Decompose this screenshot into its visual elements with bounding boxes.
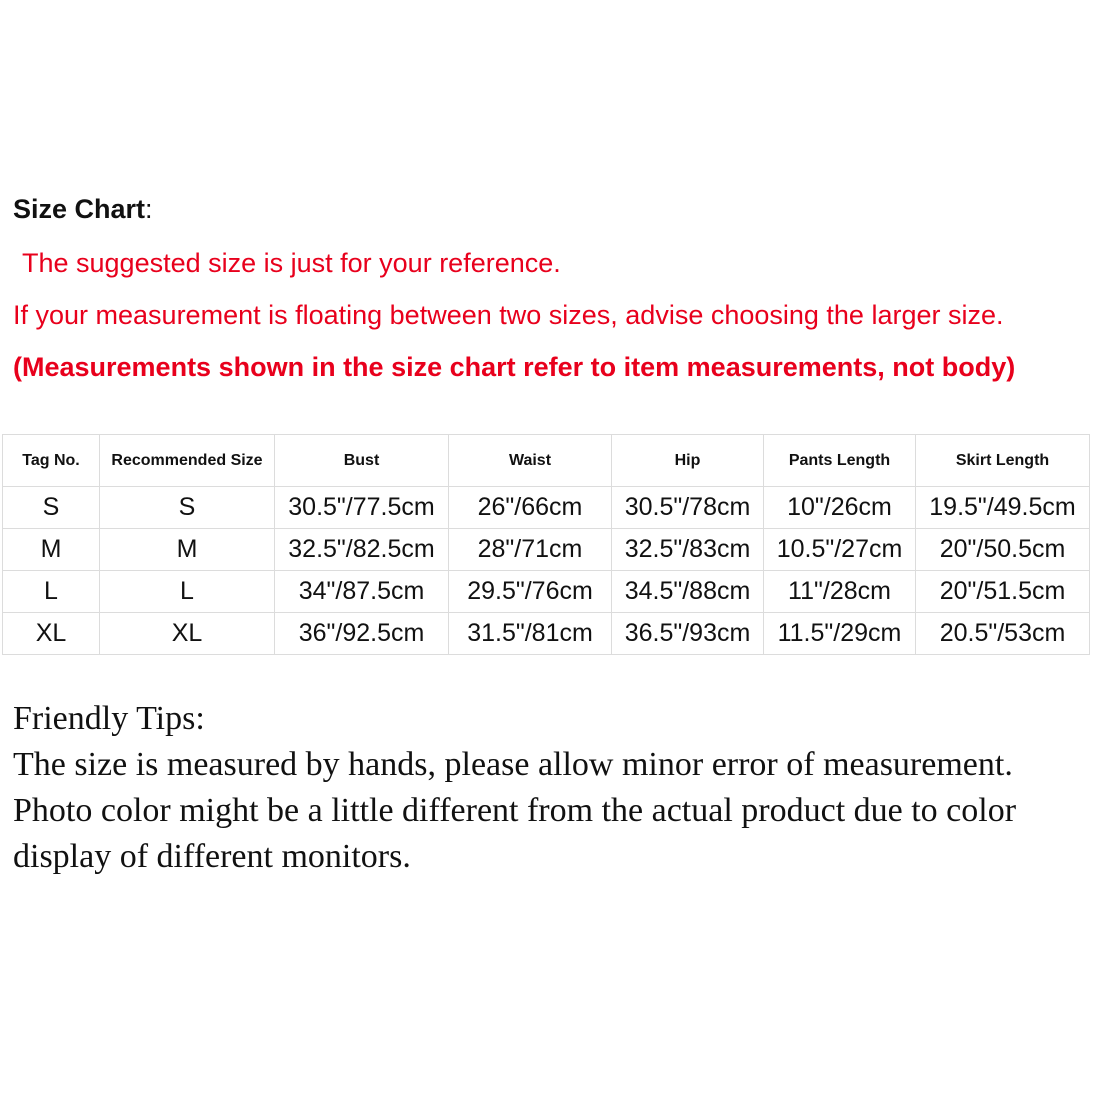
cell-hip: 36.5"/93cm	[612, 613, 764, 655]
cell-bust: 32.5"/82.5cm	[275, 529, 449, 571]
measurement-note: (Measurements shown in the size chart refer to item measurements, not body)	[13, 352, 1016, 382]
friendly-tips	[13, 696, 1093, 880]
cell-skirt-length: 19.5"/49.5cm	[916, 487, 1090, 529]
cell-hip: 32.5"/83cm	[612, 529, 764, 571]
cell-pants-length: 11"/28cm	[764, 571, 916, 613]
header-waist: Waist	[449, 435, 612, 487]
reference-note: The suggested size is just for your reference.	[22, 248, 561, 278]
cell-tag-no: L	[3, 571, 100, 613]
cell-bust: 30.5"/77.5cm	[275, 487, 449, 529]
size-table	[2, 434, 1090, 655]
cell-bust: 36"/92.5cm	[275, 613, 449, 655]
cell-pants-length: 10"/26cm	[764, 487, 916, 529]
table-row	[3, 529, 1090, 571]
cell-waist: 26"/66cm	[449, 487, 612, 529]
cell-hip: 34.5"/88cm	[612, 571, 764, 613]
cell-tag-no: S	[3, 487, 100, 529]
cell-pants-length: 11.5"/29cm	[764, 613, 916, 655]
sizing-advice-note: If your measurement is floating between two sizes, advise choosing the larger size.	[13, 300, 1004, 330]
cell-skirt-length: 20"/51.5cm	[916, 571, 1090, 613]
table-row	[3, 487, 1090, 529]
cell-tag-no: XL	[3, 613, 100, 655]
cell-recommended-size: XL	[100, 613, 275, 655]
cell-waist: 28"/71cm	[449, 529, 612, 571]
cell-hip: 30.5"/78cm	[612, 487, 764, 529]
header-hip: Hip	[612, 435, 764, 487]
cell-skirt-length: 20"/50.5cm	[916, 529, 1090, 571]
cell-bust: 34"/87.5cm	[275, 571, 449, 613]
table-row	[3, 613, 1090, 655]
header-recommended-size: Recommended Size	[100, 435, 275, 487]
cell-tag-no: M	[3, 529, 100, 571]
title-text: Size Chart	[13, 194, 146, 224]
cell-pants-length: 10.5"/27cm	[764, 529, 916, 571]
cell-recommended-size: L	[100, 571, 275, 613]
header-skirt-length: Skirt Length	[916, 435, 1090, 487]
tips-heading: Friendly Tips:	[13, 700, 205, 737]
tips-line-2: Photo color might be a little different from the actual product due to color display of different monitors.	[13, 792, 1017, 875]
size-chart-title	[13, 194, 153, 225]
table-row	[3, 571, 1090, 613]
cell-waist: 29.5"/76cm	[449, 571, 612, 613]
header-tag-no: Tag No.	[3, 435, 100, 487]
cell-waist: 31.5"/81cm	[449, 613, 612, 655]
tips-line-1: The size is measured by hands, please allow minor error of measurement.	[13, 746, 1013, 783]
header-pants-length: Pants Length	[764, 435, 916, 487]
cell-skirt-length: 20.5"/53cm	[916, 613, 1090, 655]
title-colon: :	[145, 194, 153, 224]
cell-recommended-size: S	[100, 487, 275, 529]
table-header-row	[3, 435, 1090, 487]
cell-recommended-size: M	[100, 529, 275, 571]
header-bust: Bust	[275, 435, 449, 487]
